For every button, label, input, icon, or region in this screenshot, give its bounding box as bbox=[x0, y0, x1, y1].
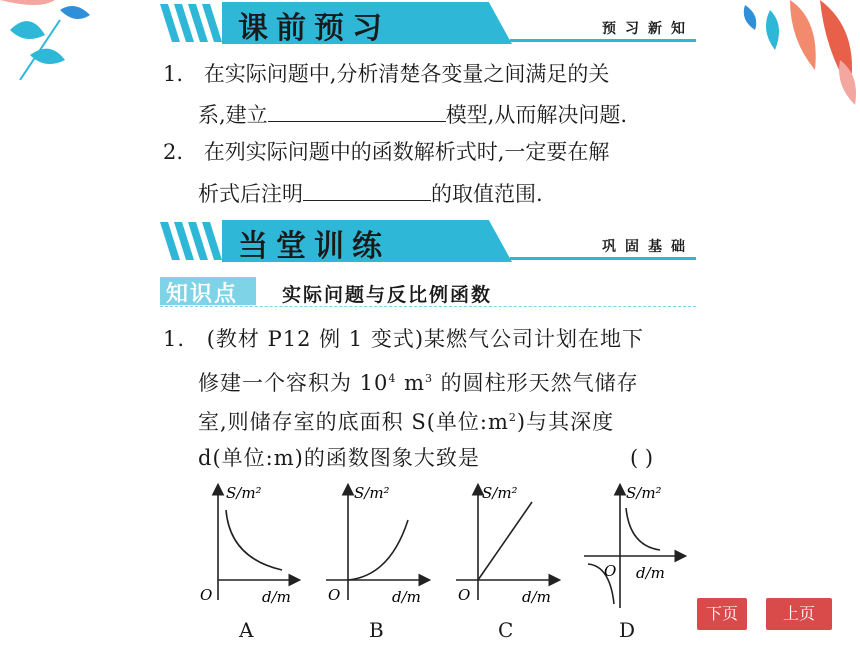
exercise-text: )与其深度 bbox=[516, 410, 615, 434]
section-title: 当堂训练 bbox=[238, 229, 390, 264]
question-1-line-1 bbox=[163, 62, 609, 86]
question-text: 的取值范围. bbox=[431, 182, 543, 206]
exercise-text: d(单位:m)的函数图象大致是 bbox=[198, 446, 480, 470]
exponent: 2 bbox=[508, 411, 517, 424]
function-curve bbox=[348, 520, 408, 580]
exercise-text: 修建一个容积为 10 bbox=[198, 371, 389, 395]
graph-option-a bbox=[190, 480, 310, 610]
y-axis-label: S/m² bbox=[482, 484, 518, 502]
exponent: 3 bbox=[425, 372, 433, 385]
x-axis-label: d/m bbox=[262, 588, 291, 606]
exercise-line-3 bbox=[198, 406, 614, 434]
y-axis-label: S/m² bbox=[626, 484, 662, 502]
graph-option-c bbox=[450, 480, 570, 610]
answer-blank[interactable] bbox=[268, 101, 446, 122]
question-1-line-2 bbox=[198, 101, 627, 127]
exercise-text: m bbox=[396, 371, 425, 395]
question-text: 在列实际问题中的函数解析式时,一定要在解 bbox=[203, 140, 610, 164]
knowledge-point-badge-label: 知识点 bbox=[166, 282, 239, 307]
option-label-b: B bbox=[369, 618, 384, 642]
exercise-line-2 bbox=[198, 367, 639, 395]
knowledge-point-badge bbox=[160, 277, 256, 305]
y-axis-label: S/m² bbox=[354, 484, 390, 502]
graph-option-b bbox=[320, 480, 440, 610]
option-label-a: A bbox=[239, 618, 254, 642]
exercise-text: 的圆柱形天然气储存 bbox=[433, 371, 639, 395]
banner-underline bbox=[510, 257, 696, 260]
exercise-line-1 bbox=[163, 327, 644, 351]
banner-stripes-icon bbox=[160, 222, 230, 260]
function-curve bbox=[226, 510, 282, 570]
section-title: 课前预习 bbox=[238, 11, 390, 46]
section-banner-preview bbox=[160, 0, 696, 46]
y-axis-label: S/m² bbox=[226, 484, 262, 502]
function-curve-branch-1 bbox=[626, 508, 660, 550]
question-text: 模型,从而解决问题. bbox=[445, 103, 628, 127]
next-page-button[interactable]: 下页 bbox=[697, 598, 747, 630]
section-banner-practice bbox=[160, 218, 696, 264]
decorative-leaves-top-right bbox=[730, 0, 860, 110]
origin-label: O bbox=[328, 586, 341, 604]
origin-label: O bbox=[604, 562, 617, 580]
option-label-c: C bbox=[498, 618, 514, 642]
question-text: 系,建立 bbox=[198, 103, 268, 127]
banner-underline bbox=[510, 39, 696, 42]
function-line bbox=[478, 502, 532, 580]
origin-label: O bbox=[200, 586, 213, 604]
exercise-text: (教材 P12 例 1 变式)某燃气公司计划在地下 bbox=[206, 327, 645, 351]
previous-page-button[interactable]: 上页 bbox=[766, 598, 832, 630]
question-number: 2. bbox=[163, 140, 184, 164]
x-axis-label: d/m bbox=[522, 588, 551, 606]
answer-blank[interactable] bbox=[303, 180, 431, 201]
decorative-leaves-top-left bbox=[0, 0, 110, 80]
graph-option-d bbox=[580, 480, 690, 610]
option-label-d: D bbox=[619, 618, 636, 642]
origin-label: O bbox=[458, 586, 471, 604]
x-axis-label: d/m bbox=[392, 588, 421, 606]
exercise-line-4 bbox=[198, 446, 480, 470]
section-subtitle: 巩固基础 bbox=[602, 239, 694, 255]
answer-parentheses[interactable]: ( ) bbox=[630, 446, 654, 470]
question-2-line-1 bbox=[163, 140, 609, 164]
knowledge-point-title: 实际问题与反比例函数 bbox=[282, 284, 493, 306]
banner-stripes-icon bbox=[160, 4, 230, 42]
question-2-line-2 bbox=[198, 180, 543, 206]
x-axis-label: d/m bbox=[636, 564, 665, 582]
question-text: 析式后注明 bbox=[198, 182, 303, 206]
exercise-text: 室,则储存室的底面积 S(单位:m bbox=[198, 410, 509, 434]
exponent: 4 bbox=[388, 372, 397, 385]
question-text: 在实际问题中,分析清楚各变量之间满足的关 bbox=[203, 62, 610, 86]
knowledge-point-divider bbox=[160, 306, 696, 307]
exercise-number: 1. bbox=[163, 327, 186, 351]
question-number: 1. bbox=[163, 62, 184, 86]
section-subtitle: 预习新知 bbox=[602, 21, 694, 37]
